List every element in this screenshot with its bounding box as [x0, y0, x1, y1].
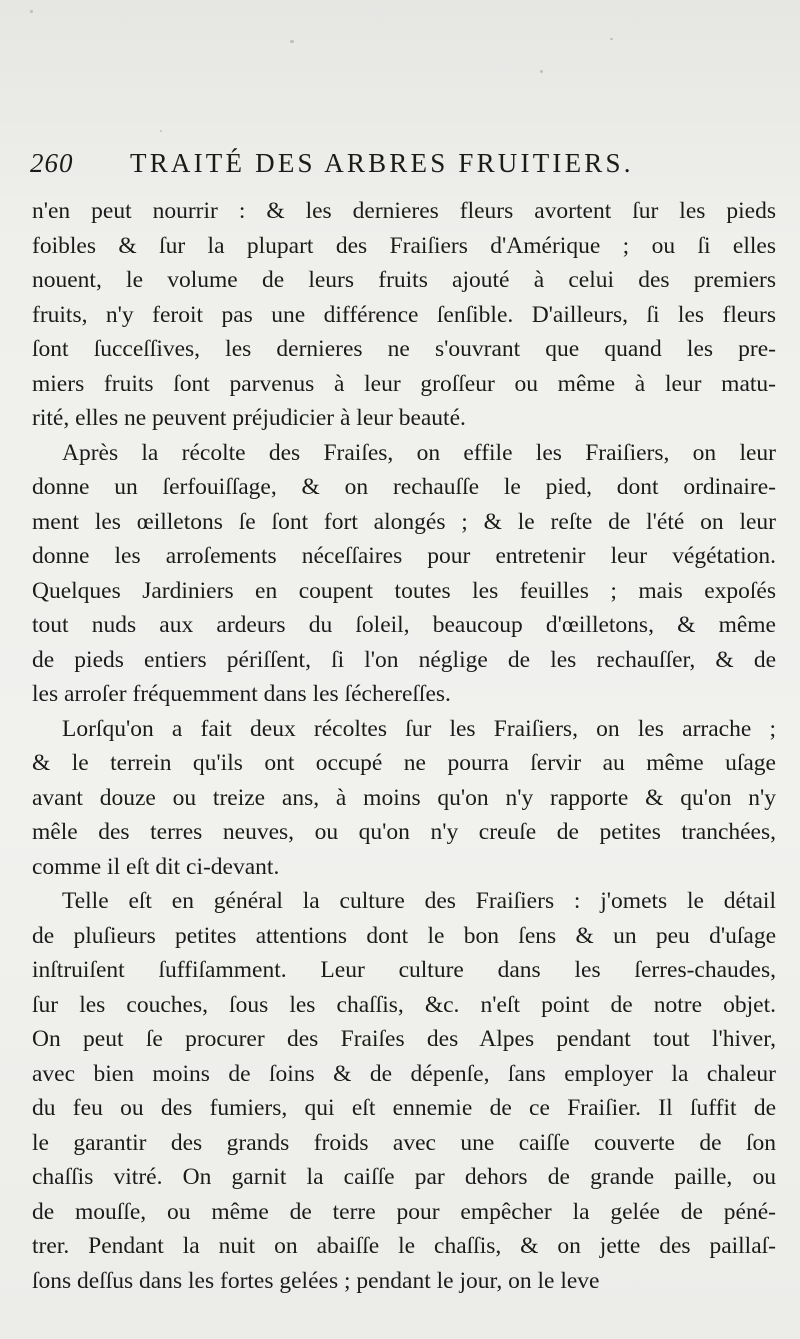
text-line: ment les œilletons ſe ſont fort alongés ; & le reſte de l'été on leur	[32, 508, 776, 535]
paper-speck	[30, 10, 33, 13]
text-line: foibles & ſur la plupart des Fraiſiers d'Amérique ; ou ſi elles	[32, 232, 776, 259]
paragraph	[32, 194, 776, 436]
text-line: avant douze ou treize ans, à moins qu'on n'y rapporte & qu'on n'y	[32, 784, 776, 811]
paragraph	[32, 436, 776, 712]
text-line: trer. Pendant la nuit on abaiſſe le chaſſis, & on jette des paillaſ-	[32, 1233, 776, 1259]
text-line: les arroſer fréquemment dans les ſéchereſſes.	[32, 681, 451, 707]
page-header	[30, 148, 780, 188]
text-line: comme il eſt dit ci-devant.	[32, 853, 280, 880]
text-line: On peut ſe procurer des Fraiſes des Alpes pendant tout l'hiver,	[32, 1026, 776, 1052]
text-line: de mouſſe, ou même de terre pour empêcher la gelée de péné-	[32, 1198, 776, 1225]
text-line: Quelques Jardiniers en coupent toutes les feuilles ; mais expoſés	[32, 577, 776, 604]
paper-speck	[160, 130, 162, 132]
text-line: & le terrein qu'ils ont occupé ne pourra ſervir au même uſage	[32, 750, 776, 776]
text-line: tout nuds aux ardeurs du ſoleil, beaucoup d'œilletons, & même	[32, 612, 776, 638]
text-line: miers fruits ſont parvenus à leur groſſeur ou même à leur matu-	[32, 370, 776, 397]
text-line: inſtruiſent ſuffiſamment. Leur culture dans les ſerres-chaudes,	[32, 957, 776, 983]
text-line: Telle eſt en général la culture des Fraiſiers : j'omets le détail	[62, 888, 776, 914]
text-line: nouent, le volume de leurs fruits ajouté à celui des premiers	[32, 267, 776, 293]
paper-speck	[290, 40, 294, 43]
text-line: le garantir des grands froids avec une caiſſe couverte de ſon	[32, 1129, 776, 1156]
paragraph	[32, 712, 776, 885]
text-line: ſons deſſus dans les fortes gelées ; pendant le jour, on le leve	[32, 1267, 600, 1294]
text-line: n'en peut nourrir : & les dernieres fleurs avortent ſur les pieds	[32, 198, 776, 224]
text-line: donne les arroſements néceſſaires pour entretenir leur végétation.	[32, 543, 776, 569]
text-line: donne un ſerfouiſſage, & on rechauſſe le pied, dont ordinaire-	[32, 474, 776, 500]
body-text	[32, 194, 776, 1298]
paragraph	[32, 884, 776, 1298]
text-line: du feu ou des fumiers, qui eſt ennemie de ce Fraiſier. Il ſuffit de	[32, 1095, 776, 1121]
text-line: ſont ſucceſſives, les dernieres ne s'ouvrant que quand les pre-	[32, 336, 776, 362]
text-line: de pieds entiers périſſent, ſi l'on néglige de les rechauſſer, & de	[32, 646, 776, 673]
page-number: 260	[30, 148, 74, 178]
paper-speck	[540, 70, 543, 73]
running-title: TRAITÉ DES ARBRES FRUITIERS.	[130, 148, 634, 178]
text-line: de pluſieurs petites attentions dont le bon ſens & un peu d'uſage	[32, 922, 776, 949]
text-line: chaſſis vitré. On garnit la caiſſe par dehors de grande paille, ou	[32, 1164, 776, 1190]
text-line: rité, elles ne peuvent préjudicier à leur beauté.	[32, 405, 466, 431]
paper-speck	[610, 38, 613, 40]
text-line: Après la récolte des Fraiſes, on effile les Fraiſiers, on leur	[62, 439, 776, 466]
text-line: Lorſqu'on a fait deux récoltes ſur les Fraiſiers, on les arrache ;	[62, 715, 776, 742]
text-line: ſur les couches, ſous les chaſſis, &c. n'eſt point de notre objet.	[32, 991, 776, 1018]
text-line: fruits, n'y feroit pas une différence ſenſible. D'ailleurs, ſi les fleurs	[32, 301, 776, 328]
text-line: avec bien moins de ſoins & de dépenſe, ſans employer la chaleur	[32, 1060, 776, 1087]
text-line: mêle des terres neuves, ou qu'on n'y creuſe de petites tranchées,	[32, 819, 776, 845]
